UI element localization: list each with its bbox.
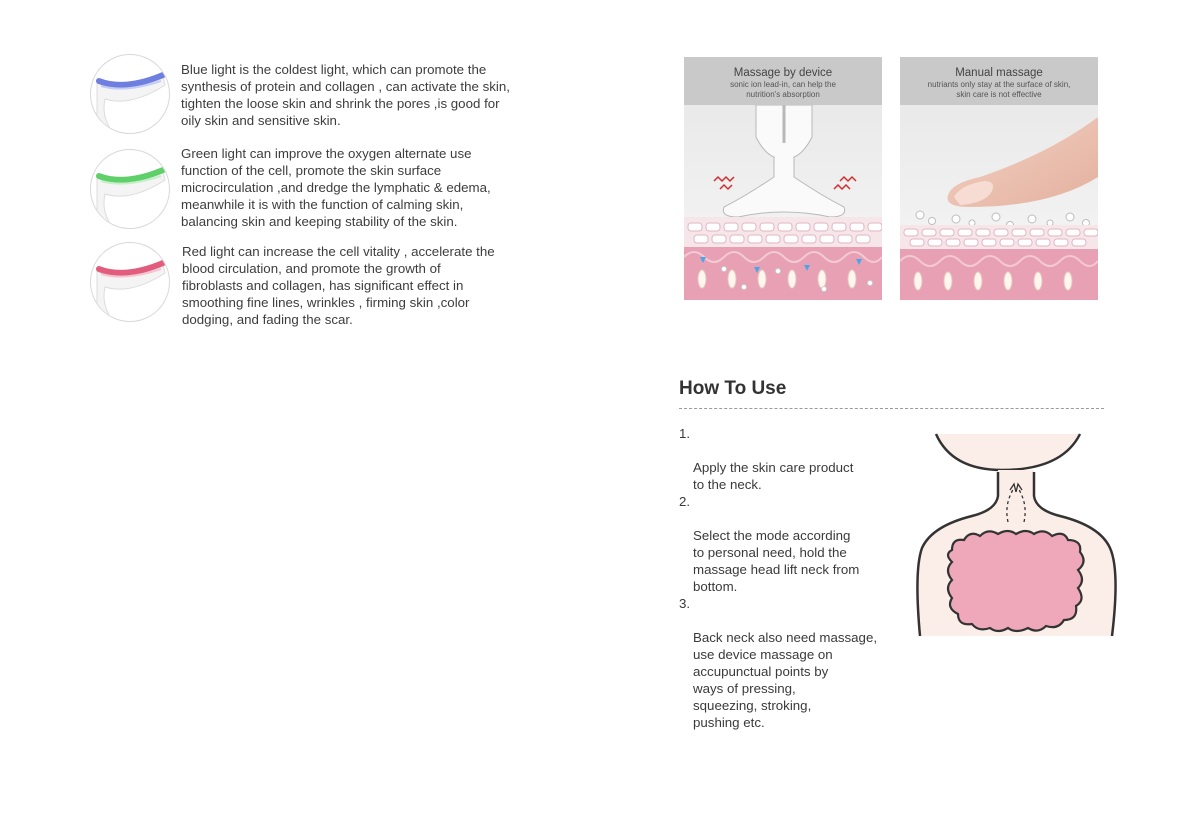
manual-massage-subtitle: nutriants only stay at the surface of skin, skin care is not effective — [927, 80, 1071, 99]
neck-massage-illustration — [912, 430, 1122, 640]
step-number: 1. — [679, 426, 691, 441]
how-to-use-steps — [679, 425, 877, 731]
device-massage-panel — [684, 57, 882, 300]
step-item — [679, 595, 877, 731]
blue-light-description: Blue light is the coldest light, which can promote the synthesis of protein and collagen , can activate the skin, tighten the loose skin and shrink the pores ,is good for oily skin and sensitive skin. — [181, 62, 510, 128]
step-item — [679, 493, 877, 595]
manual-massage-title: Manual massage — [955, 67, 1043, 79]
step-number: 3. — [679, 596, 691, 611]
how-to-use-divider — [679, 408, 1104, 409]
how-to-use-heading: How To Use — [679, 378, 787, 399]
step-text: Apply the skin care product to the neck. — [693, 460, 854, 492]
red-light-device-icon — [90, 242, 170, 322]
device-massage-header — [684, 57, 882, 105]
device-massage-subtitle: sonic ion lead-in, can help the nutrition's absorption — [730, 80, 836, 99]
step-text: Back neck also need massage, use device massage on accupunctual points by ways of pressing, squeezing, stroking, pushing etc. — [693, 630, 878, 730]
step-text: Select the mode according to personal need, hold the massage head lift neck from bottom. — [693, 528, 860, 594]
green-light-description: Green light can improve the oxygen alternate use function of the cell, promote the skin surface microcirculation ,and dredge the lymphatic & edema, meanwhile it is with the function of calming skin, balancing skin and keeping stability of the skin. — [181, 146, 491, 229]
step-number: 2. — [679, 494, 691, 509]
green-light-device-icon — [90, 149, 170, 229]
manual-massage-header — [900, 57, 1098, 105]
device-massage-title: Massage by device — [733, 67, 833, 79]
manual-massage-panel — [900, 57, 1098, 300]
step-item — [679, 425, 877, 493]
blue-light-device-icon — [90, 54, 170, 134]
red-light-description: Red light can increase the cell vitality , accelerate the blood circulation, and promote the growth of fibroblasts and collagen, has significant effect in smoothing fine lines, wrinkles , firming skin ,color dodging, and fading the scar. — [182, 244, 495, 327]
